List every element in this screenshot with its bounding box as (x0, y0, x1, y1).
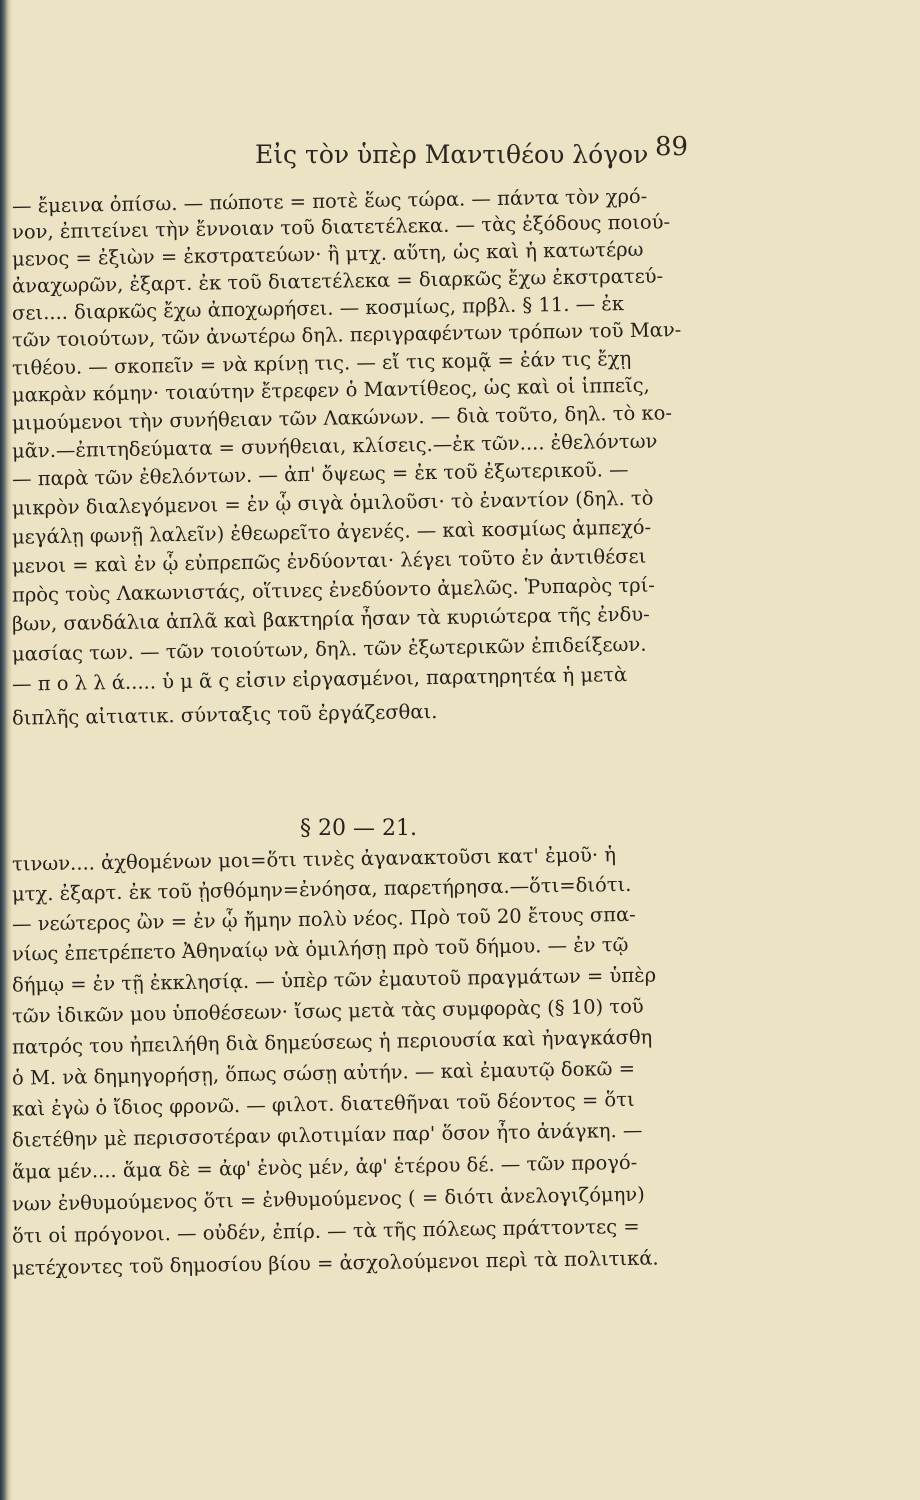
text-line: μενος = ἐξιὼν = ἐκστρατεύων· ἢ μτχ. αὕτη, ὡς καὶ ἡ κατωτέρω (11, 237, 644, 271)
text-line: καὶ ἐγὼ ὁ ἴδιος φρονῶ. — φιλοτ. διατεθῆναι τοῦ δέοντος = ὅτι (11, 1087, 635, 1121)
text-line: — π ο λ λ ά..... ὑ μ ᾶ ς εἰσιν εἰργασμένοι, παρατηρητέα ἡ μετὰ (11, 662, 628, 696)
text-line: ὁ Μ. νὰ δημηγορήσῃ, ὅπως σώσῃ αὐτήν. — καὶ ἐμαυτῷ δοκῶ = (11, 1056, 636, 1090)
text-line: τῶν ἰδικῶν μου ὑποθέσεων· ἴσως μετὰ τὰς συμφορὰς (§ 10) τοῦ (11, 994, 644, 1028)
text-line: — ἔμεινα ὀπίσω. — πώποτε = ποτὲ ἕως τώρα. — πάντα τὸν χρό- (11, 184, 648, 218)
text-line: μιμούμενοι τὴν συνήθειαν τῶν Λακώνων. — διὰ τοῦτο, δηλ. τὸ κο- (11, 401, 673, 435)
text-line: ὅτι οἱ πρόγονοι. — οὐδέν, ἐπίρ. — τὰ τῆς πόλεως πράττοντες = (11, 1214, 640, 1248)
text-line: τιθέου. — σκοπεῖν = νὰ κρίνῃ τις. — εἴ τις κομᾷ = ἐάν τις ἔχῃ (11, 346, 632, 380)
text-line: ἅμα μέν.... ἅμα δὲ = ἀφ' ἑνὸς μέν, ἀφ' ἑτέρου δέ. — τῶν προγό- (11, 1150, 638, 1184)
text-line: δήμῳ = ἐν τῇ ἐκκλησίᾳ. — ὑπὲρ τῶν ἐμαυτοῦ πραγμάτων = ὑπὲρ (11, 963, 657, 997)
text-line: — παρὰ τῶν ἐθελόντων. — ἀπ' ὄψεως = ἐκ τοῦ ἐξωτερικοῦ. — (11, 457, 629, 491)
text-line: μακρὰν κόμην· τοιαύτην ἔτρεφεν ὁ Μαντίθεος, ὡς καὶ οἱ ἱππεῖς, (11, 373, 650, 407)
text-line: πατρός του ἠπειλήθη διὰ δημεύσεως ἡ περιουσία καὶ ἠναγκάσθη (11, 1025, 653, 1059)
text-line: — νεώτερος ὢν = ἐν ᾧ ἤμην πολὺ νέος. Πρὸ τοῦ 20 ἔτους σπα- (11, 902, 636, 936)
text-line: μτχ. ἐξαρτ. ἐκ τοῦ ᾐσθόμην=ἐνόησα, παρετήρησα.—ὅτι=διότι. (11, 872, 632, 906)
text-line: τινων.... ἀχθομένων μοι=ὅτι τινὲς ἀγανακτοῦσι κατ' ἐμοῦ· ἡ (11, 843, 617, 876)
running-head: Εἰς τὸν ὑπὲρ Μαντιθέου λόγον (255, 140, 649, 169)
text-line: μικρὸν διαλεγόμενοι = ἐν ᾧ σιγὰ ὁμιλοῦσι· τὸ ἐναντίον (δηλ. τὸ (11, 486, 654, 520)
text-line: νίως ἐπετρέπετο Ἀθηναίῳ νὰ ὁμιλήσῃ πρὸ τοῦ δήμου. — ἐν τῷ (11, 932, 629, 966)
text-line: μετέχοντες τοῦ δημοσίου βίου = ἀσχολούμενοι περὶ τὰ πολιτικά. (11, 1246, 659, 1280)
text-line: πρὸς τοὺς Λακωνιστάς, οἵτινες ἐνεδύοντο ἀμελῶς. Ῥυπαρὸς τρί- (11, 573, 656, 607)
text-line: μεγάλῃ φωνῇ λαλεῖν) ἐθεωρεῖτο ἀγενές. — καὶ κοσμίως ἀμπεχό- (11, 515, 652, 549)
page-number: 89 (655, 132, 689, 162)
text-line: διπλῆς αἰτιατικ. σύνταξις τοῦ ἐργάζεσθαι. (11, 699, 438, 730)
text-line: σει.... διαρκῶς ἔχω ἀποχωρήσει. — κοσμίως, πρβλ. § 11. — ἐκ (11, 292, 625, 325)
text-line: μᾶν.—ἐπιτηδεύματα = συνήθειαι, κλίσεις.—ἐκ τῶν.... ἐθελόντων (11, 429, 658, 463)
text-line: μενοι = καὶ ἐν ᾧ εὐπρεπῶς ἐνδύονται· λέγει τοῦτο ἐν ἀντιθέσει (11, 544, 647, 578)
text-line: νον, ἐπιτείνει τὴν ἔννοιαν τοῦ διατετέλεκα. — τὰς ἐξόδους ποιού- (11, 210, 671, 244)
text-line: ἀναχωρῶν, ἐξαρτ. ἐκ τοῦ διατετέλεκα = διαρκῶς ἔχω ἐκστρατεύ- (11, 264, 664, 298)
text-line: μασίας των. — τῶν τοιούτων, δηλ. τῶν ἐξωτερικῶν ἐπιδείξεων. (11, 632, 647, 666)
text-line: βων, σανδάλια ἁπλᾶ καὶ βακτηρία ἦσαν τὰ κυριώτερα τῆς ἐνδυ- (11, 602, 650, 636)
text-line: τῶν τοιούτων, τῶν ἀνωτέρω δηλ. περιγραφέντων τρόπων τοῦ Μαν- (11, 318, 682, 352)
section-heading: § 20 — 21. (300, 816, 417, 841)
text-line: διετέθην μὲ περισσοτέραν φιλοτιμίαν παρ' ὅσον ἦτο ἀνάγκη. — (11, 1118, 643, 1152)
text-line: νων ἐνθυμούμενος ὅτι = ἐνθυμούμενος ( = διότι ἀνελογιζόμην) (11, 1182, 645, 1216)
